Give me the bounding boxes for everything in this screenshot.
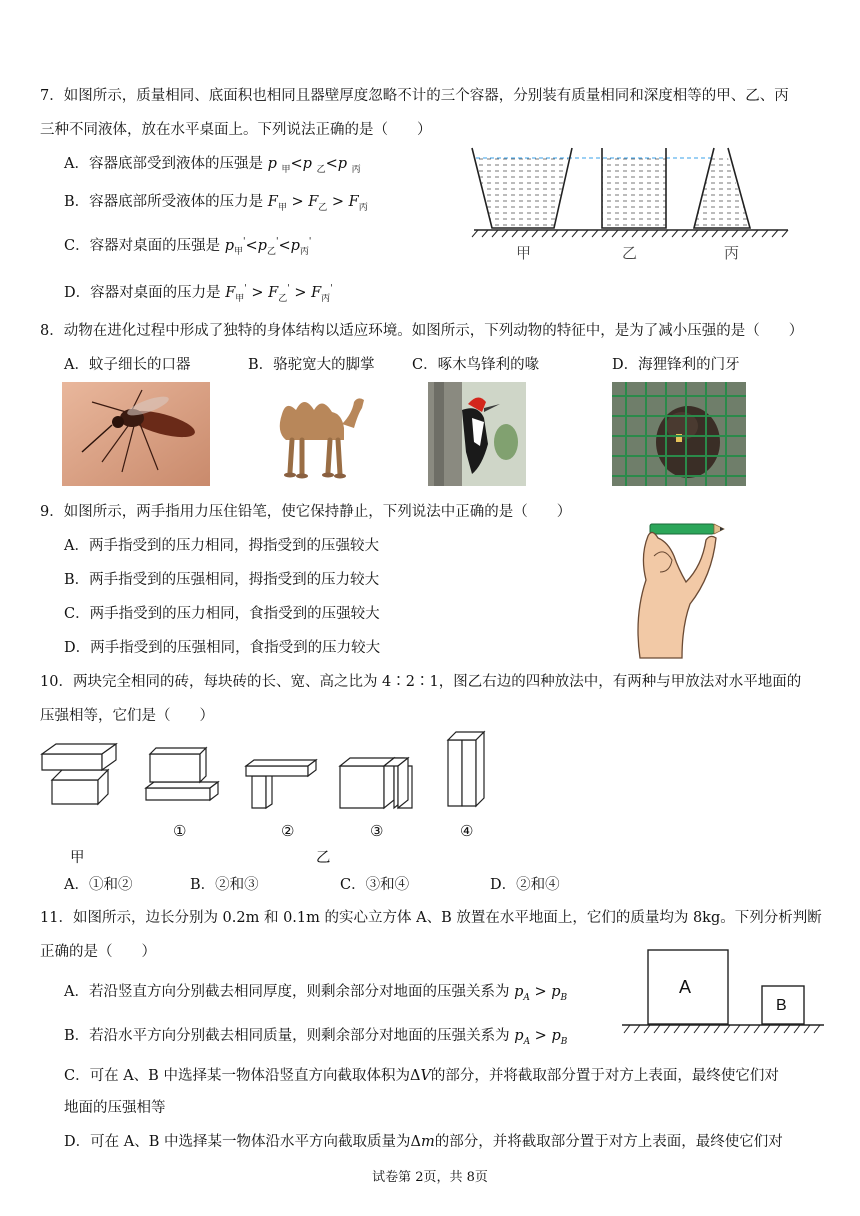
q8-option-c: C．啄木鸟锋利的喙 bbox=[412, 357, 540, 373]
q10-option-b: B．②和③ bbox=[190, 877, 259, 893]
cube-a-label: A bbox=[679, 977, 692, 997]
q7-stem-line2: 三种不同液体，放在水平桌面上。下列说法正确的是（ ） bbox=[40, 122, 432, 138]
q9-stem: 9．如图所示，两手指用力压住铅笔，使它保持静止，下列说法中正确的是（ ） bbox=[40, 504, 572, 520]
cube-b-label: B bbox=[776, 997, 787, 1014]
q10-stem-line1: 10．两块完全相同的砖，每块砖的长、宽、高之比为 4∶2∶1，图乙右边的四种放法中，有两种与甲放法对水平地面的 bbox=[40, 674, 802, 690]
q7-stem-line1: 7．如图所示，质量相同、底面积也相同且器壁厚度忽略不计的三个容器，分别装有质量相同和深度相等的甲、乙、丙 bbox=[40, 88, 789, 104]
q10-stem-line2: 压强相等，它们是（ ） bbox=[40, 708, 214, 724]
woodpecker-photo bbox=[428, 382, 526, 486]
q11-option-b: B．若沿水平方向分别截去相同质量，则剩余部分对地面的压强关系为 $p_A > p_B$ bbox=[64, 1028, 568, 1047]
q11-stem-line2: 正确的是（ ） bbox=[40, 944, 156, 960]
q9-option-b: B．两手指受到的压强相同，拇指受到的压力较大 bbox=[64, 572, 380, 588]
q7-option-d: D．容器对桌面的压力是 $F_甲' > F_乙' > F_丙'$ bbox=[64, 284, 333, 304]
q8-stem: 8．动物在进化过程中形成了独特的身体结构以适应环境。如图所示，下列动物的特征中，是为了减小压强的是（ ） bbox=[40, 323, 804, 339]
q10-fig-label-2: ② bbox=[281, 822, 295, 840]
q8-option-b: B．骆驼宽大的脚掌 bbox=[248, 357, 375, 373]
q10-option-a: A．①和② bbox=[64, 877, 133, 893]
q9-option-c: C．两手指受到的压力相同，食指受到的压强较大 bbox=[64, 606, 380, 622]
q11-stem-line1: 11．如图所示，边长分别为 0.2m 和 0.1m 的实心立方体 A、B 放置在水平地面上，它们的质量均为 8kg。下列分析判断 bbox=[40, 910, 822, 926]
q7-option-b: B．容器底部所受液体的压力是 $F_甲 > F_乙 > F_丙$ bbox=[64, 194, 368, 213]
camel-photo bbox=[262, 384, 370, 484]
q10-fig-label-3: ③ bbox=[370, 822, 384, 840]
q7-fig-label-bing: 丙 bbox=[724, 244, 740, 262]
q10-option-c: C．③和④ bbox=[340, 877, 410, 893]
q11-option-c-line1: C．可在 A、B 中选择某一物体沿竖直方向截取体积为ΔV的部分，并将截取部分置于对方上表面，最终使它们对 bbox=[64, 1068, 779, 1084]
q10-fig-label-4: ④ bbox=[460, 822, 474, 840]
q7-fig-label-jia: 甲 bbox=[516, 244, 532, 262]
q8-option-a: A．蚊子细长的口器 bbox=[64, 357, 191, 373]
q10-bricks-figure bbox=[38, 730, 508, 836]
q11-option-c-line2: 地面的压强相等 bbox=[64, 1100, 166, 1116]
page-footer: 试卷第 2页，共 8页 bbox=[372, 1170, 488, 1185]
mosquito-photo bbox=[62, 382, 210, 486]
q10-label-jia: 甲 bbox=[70, 850, 85, 866]
q11-option-a: A．若沿竖直方向分别截去相同厚度，则剩余部分对地面的压强关系为 $p_A > p_B$ bbox=[64, 984, 568, 1003]
q10-fig-label-1: ① bbox=[173, 822, 187, 840]
q7-fig-label-yi: 乙 bbox=[622, 244, 638, 262]
q10-option-d: D．②和④ bbox=[490, 877, 560, 893]
q11-cubes-figure bbox=[620, 946, 826, 1038]
beaver-photo bbox=[612, 382, 746, 486]
q7-option-a: A．容器底部受到液体的压强是 p $_甲$<p $_乙$<p $_丙$ bbox=[64, 156, 361, 175]
q9-option-d: D．两手指受到的压强相同，食指受到的压力较大 bbox=[64, 640, 381, 656]
hand-pencil-figure bbox=[620, 516, 726, 660]
q8-option-d: D．海狸锋利的门牙 bbox=[612, 357, 740, 373]
q10-label-yi: 乙 bbox=[316, 850, 331, 866]
q7-option-c: C．容器对桌面的压强是 $p_甲'<p_乙'<p_丙'$ bbox=[64, 237, 312, 257]
q9-option-a: A．两手指受到的压力相同，拇指受到的压强较大 bbox=[64, 538, 379, 554]
q11-option-d-line1: D．可在 A、B 中选择某一物体沿水平方向截取质量为Δm的部分，并将截取部分置于对方上表面，最终使它们对 bbox=[64, 1134, 783, 1150]
